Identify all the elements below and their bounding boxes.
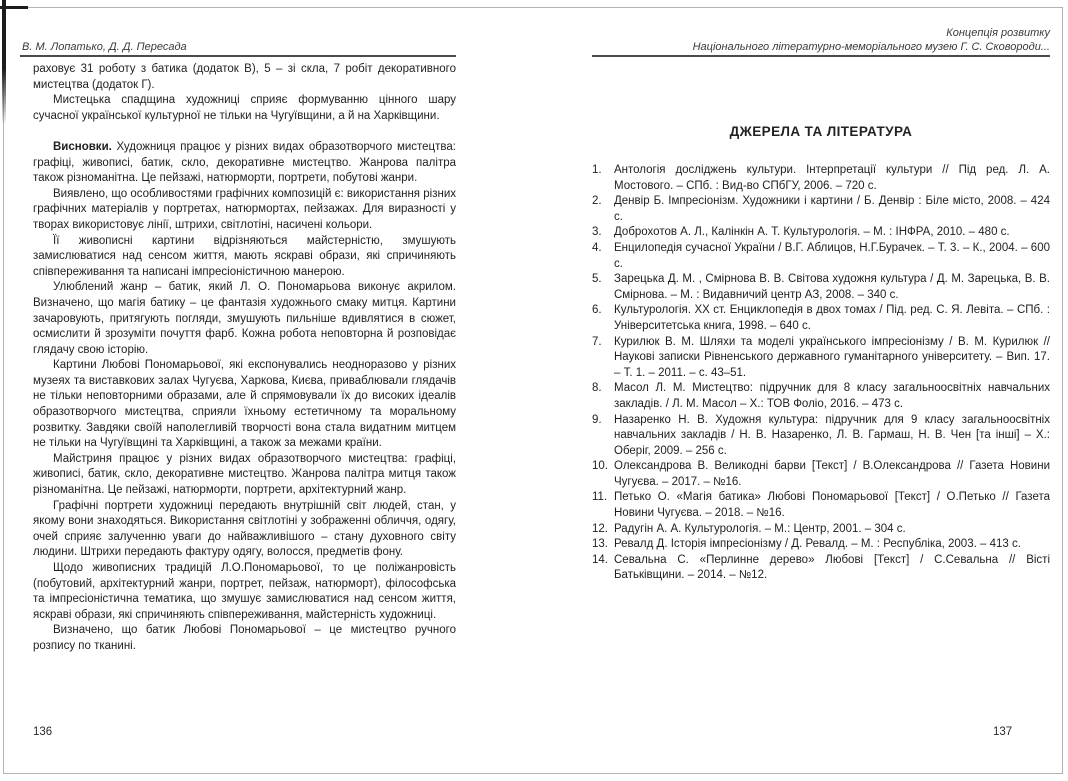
header-rule-right — [592, 55, 1050, 57]
paragraph: Майстриня працює у різних видах образотворчого мистецтва: графіці, живописі, батик, скло, декоративне мистецтво. Жанрова палітра митця також різноманітна. Це пейзажі, натюрморти, портрети, архітектурний жанр. — [33, 452, 456, 497]
reference-number: 2. — [592, 195, 602, 208]
reference-number: 13. — [592, 538, 608, 551]
reference-number: 14. — [592, 553, 608, 566]
reference-item: 9. Назаренко Н. В. Художня культура: підручник для 9 класу загальноосвітніх навчальних закладів / Н. В. Назаренко, Л. В. Гармаш, Н. В. Чен [та інші] – Х.: Оберіг, 2009. – 256 с. — [592, 413, 1050, 457]
section-title: ДЖЕРЕЛА ТА ЛІТЕРАТУРА — [729, 124, 913, 139]
running-head-authors: В. М. Лопатько, Д. Д. Пересада — [22, 41, 187, 53]
reference-item: 10. Олександрова В. Великодні барви [Текст] / В.Олександрова // Газета Новини Чугуєва. – 2017. – №16. — [592, 460, 1050, 488]
reference-item: 7. Курилюк В. М. Шляхи та моделі українського імпресіонізму / В. М. Курилюк // Наукові записки Рівненського державного гуманітарного університету. – Вип. 17. – Т. 1. – 2011. – с. 43–51. — [592, 335, 1050, 379]
reference-number: 6. — [592, 304, 602, 317]
reference-item: 4. Енцилопедія сучасної України / В.Г. Аблицов, Н.Г.Бурачек. – Т. 3. – К., 2004. – 600 с. — [592, 241, 1050, 270]
reference-item: 13. Ревалд Д. Історія імпресіонізму / Д. Ревалд. – М. : Республіка, 2003. – 413 с. — [592, 537, 1050, 553]
paragraph: Улюблений жанр – батик, який Л. О. Пономарьова виконує акрилом. Визначено, що магія батику – це фантазія художнього смаку митця. Картини зачаровують, притягують погляди, змушують пильніше вдивлятися в сюжет, осмислити й зрозуміти почуття фарб. Кожна робота неповторна й розповідає глядачу свою історію. — [33, 281, 456, 356]
paragraph: Графічні портрети художниці передають внутрішній світ людей, стан, у якому вони знаходяться. Використання світлотіні у зображенні обличчя, одягу, очей сприяє залученню уваги до найважливішого – стану духовного світу людини. Штрихи передають фактуру одягу, волосся, предметів фону. — [33, 499, 456, 559]
paragraph: раховує 31 роботу з батика (додаток В), 5 – зі скла, 7 робіт декоративного мистецтва (додаток Г). — [33, 63, 456, 91]
reference-item: 5. Зарецька Д. М. , Смірнова В. В. Світова художня культура / Д. М. Зарецька, В. В. Смірнова. – М. : Видавничий центр АЗ, 2008. – 340 с. — [592, 273, 1050, 301]
running-head-line1: Концепція розвитку — [946, 27, 1050, 39]
reference-number: 10. — [592, 460, 608, 473]
reference-item: 6. Культурологія. ХХ ст. Енциклопедія в двох томах / Під. ред. С. Я. Левіта. – СПб. : Університетська книга, 1998. – 640 с. — [592, 304, 1050, 332]
reference-item: 12. Радугін А. А. Культурологія. – М.: Центр, 2001. – 304 с. — [592, 522, 1050, 538]
header-rule-left — [20, 55, 456, 57]
page-number-right: 137 — [993, 726, 1013, 738]
reference-number: 5. — [592, 273, 602, 286]
paragraph: Виявлено, що особливостями графічних композицій є: використання різних графічних матеріалів у портретах, натюрмортах, пейзажах. Для виразності у творах використовує лінії, штрихи, світлотіні, насичені кольори. — [33, 187, 456, 231]
reference-number: 12. — [592, 522, 608, 535]
page-right — [592, 0, 1050, 781]
paragraph: Визначено, що батик Любові Пономарьової – це мистецтво ручного розпису по тканині. — [33, 624, 456, 652]
paragraph: Щодо живописних традицій Л.О.Пономарьової, то це поліжанровість (побутовий, архітектурний жанри, портрет, пейзаж, натюрморт), філософська та імпресіоністична тематика, що змушує замислюватися над сенсом життя, яскраві образи, які спричиняють співпереживання, майстерність художниці. — [33, 562, 456, 621]
reference-number: 11. — [592, 491, 608, 504]
references-list — [592, 163, 1050, 584]
reference-item: 11. Петько О. «Магія батика» Любові Пономарьової [Текст] / О.Петько // Газета Новини Чугуєва. – 2018. – №16. — [592, 491, 1050, 520]
reference-number: 4. — [592, 241, 602, 254]
reference-number: 7. — [592, 335, 602, 348]
reference-number: 8. — [592, 382, 602, 395]
reference-item: 8. Масол Л. М. Мистецтво: підручник для 8 класу загальноосвітніх навчальних закладів. / Л. М. Масол – Х.: ТОВ Фоліо, 2016. – 473 с. — [592, 382, 1050, 410]
paragraph: Висновки. Художниця працює у різних видах образотворчого мистецтва: графіці, живописі, батик, скло, декоративне мистецтво. Жанрова палітра також різноманітна. Це пейзажі, натюрморти, портрети, побутові жанри. — [33, 140, 456, 185]
reference-item: 2. Денвір Б. Імпресіонізм. Художники і картини / Б. Денвір : Біле місто, 2008. – 424 с. — [592, 195, 1050, 223]
running-head-line2: Національного літературно-меморіального музею Г. С. Сковороди... — [692, 40, 1050, 53]
running-head-article-title — [693, 27, 1050, 54]
reference-number: 9. — [592, 413, 602, 426]
paragraph: Мистецька спадщина художниці сприяє формуванню цінного шару сучасної української культурної не тільки на Чугуївщини, а й на Харківщини. — [33, 94, 456, 122]
reference-item: 14. Севальна С. «Перлинне дерево» Любові [Текст] / С.Севальна // Вісті Батьківщини. – 2014. – №12. — [592, 553, 1050, 582]
page-left — [20, 0, 456, 781]
scan-edge-shadow-left — [2, 0, 6, 125]
reference-item: 3. Доброхотов А. Л., Калінкін А. Т. Культурологія. – М. : ІНФРА, 2010. – 480 с. — [592, 225, 1050, 241]
conclusions-label: Висновки. — [53, 140, 112, 153]
paragraph: Картини Любові Пономарьової, які експонувались неодноразово у різних музеях та виставкових залах Чугуєва, Харкова, Києва, приваблювали глядачів не тільки неповторними образами, але й спрямовували їх до високих ідеалів образотворчого мистецтва, сприяли їхньому естетичному та моральному розвитку. Завдяки своїй наполегливій творчості вона стала видатним митцем не тільки на Чугуївщині та Харківщині, а також за межами країни. — [33, 359, 456, 450]
reference-number: 3. — [592, 226, 602, 239]
reference-number: 1. — [592, 164, 602, 176]
reference-item: 1. Антологія досліджень культури. Інтерпретації культури // Під ред. Л. А. Мостового. – СПб. : Вид-во СПбГУ, 2006. – 720 с. — [592, 164, 1050, 192]
paragraph: Її живописні картини відрізняються майстерністю, змушують замислюватися над сенсом життя, мають яскраві образи, які спричиняють співпереживання та написані імпресіоністичною манерою. — [33, 234, 456, 278]
left-page-body — [33, 62, 456, 655]
page-number-left: 136 — [33, 726, 53, 738]
